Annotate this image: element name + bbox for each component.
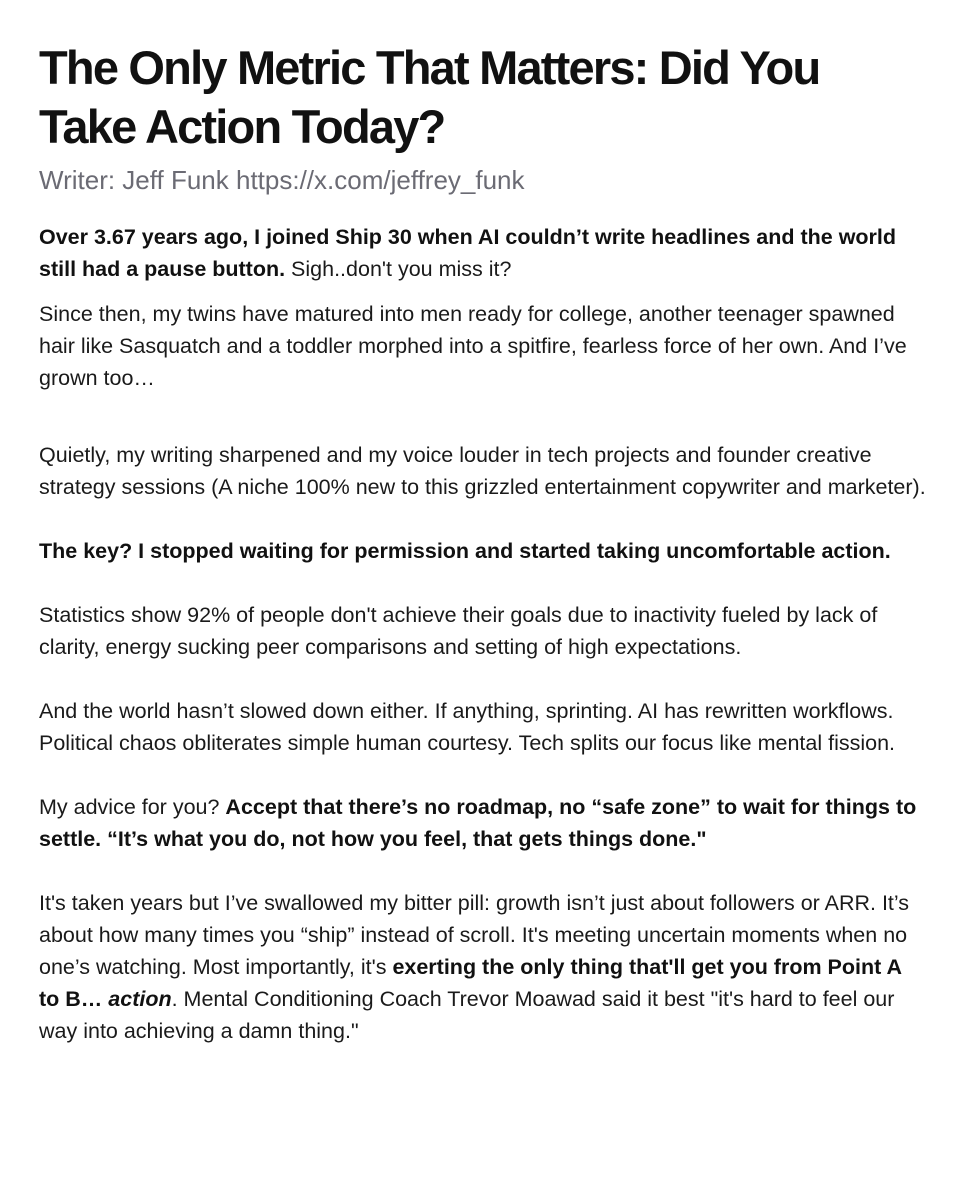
paragraph-intro <box>39 221 926 285</box>
paragraph-writing: Quietly, my writing sharpened and my voice louder in tech projects and founder creative strategy sessions (A niche 100% new to this grizzled entertainment copywriter and marketer). <box>39 443 926 499</box>
paragraph-growth <box>39 887 926 1047</box>
paragraph-growth-bold: exerting the only thing that'll get you from Point A to B… <box>39 955 902 1011</box>
paragraph-advice <box>39 791 926 855</box>
paragraph-key-bold: The key? I stopped waiting for permission and started taking uncomfortable action. <box>39 539 891 563</box>
paragraph-growth-lead: It's taken years but I’ve swallowed my bitter pill: growth isn’t just about followers or ARR. It’s about how many times you “ship” instead of scroll. It's meeting uncertain moments when no one’s watching. Most importantly, it's <box>39 891 910 979</box>
paragraph-growth-tail: . Mental Conditioning Coach Trevor Moawad said it best "it's hard to feel our way into achieving a damn thing." <box>39 987 895 1043</box>
paragraph-intro-bold: Over 3.67 years ago, I joined Ship 30 when AI couldn’t write headlines and the world still had a pause button. <box>39 225 897 281</box>
paragraph-growth-action: action <box>108 987 172 1011</box>
article-title: The Only Metric That Matters: Did You Take Action Today? <box>39 41 820 153</box>
paragraph-advice-lead: My advice for you? <box>39 795 226 819</box>
paragraph-key <box>39 535 926 567</box>
article-byline: Writer: Jeff Funk https://x.com/jeffrey_funk <box>39 165 525 195</box>
paragraph-advice-bold: Accept that there’s no roadmap, no “safe zone” to wait for things to settle. “It’s what you do, not how you feel, that gets things done." <box>39 795 917 851</box>
paragraph-world: And the world hasn’t slowed down either. If anything, sprinting. AI has rewritten workflows. Political chaos obliterates simple human courtesy. Tech splits our focus like mental fission. <box>39 699 896 755</box>
paragraph-intro-rest: Sigh..don't you miss it? <box>285 257 512 281</box>
paragraph-statistics: Statistics show 92% of people don't achieve their goals due to inactivity fueled by lack of clarity, energy sucking peer comparisons and setting of high expectations. <box>39 603 878 659</box>
paragraph-family: Since then, my twins have matured into men ready for college, another teenager spawned hair like Sasquatch and a toddler morphed into a spitfire, fearless force of her own. And I’ve grown too… <box>39 302 907 390</box>
